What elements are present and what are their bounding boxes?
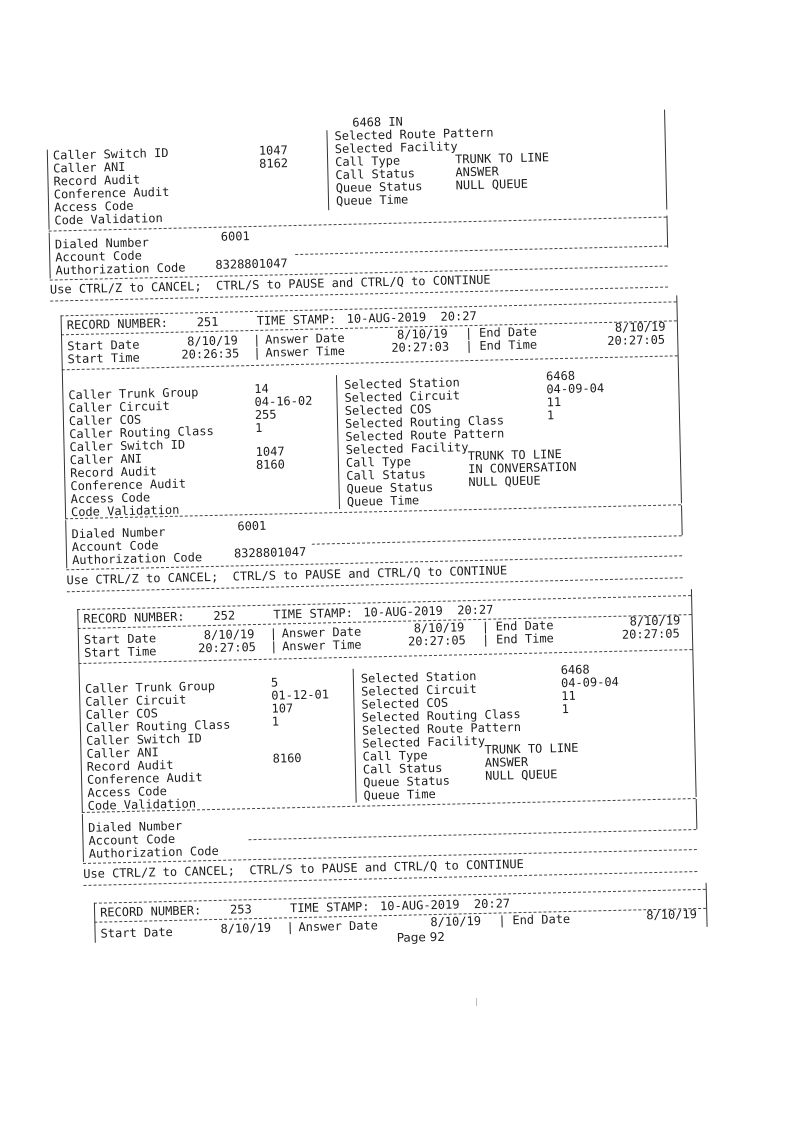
label-selected-circuit: Selected Circuit	[344, 388, 461, 405]
label-selected-route-pattern: Selected Route Pattern	[345, 426, 505, 444]
value-selected-cos: 11	[561, 688, 576, 704]
continue-prompt: Use CTRL/Z to CANCEL; CTRL/S to PAUSE and CTRL/Q to CONTINUE	[83, 856, 524, 881]
label-code-validation: Code Validation	[87, 796, 197, 813]
label-record-audit: Record Audit	[86, 757, 174, 774]
value-answer-date: 8/10/19	[396, 326, 448, 342]
value-end-time: 20:27:05	[607, 332, 666, 348]
value-queue-status: NULL QUEUE	[484, 767, 558, 783]
value-record-number: 251	[196, 314, 219, 330]
column-divider	[353, 669, 357, 803]
label-end-date: End Date	[478, 324, 537, 340]
value-caller-cos: 107	[271, 701, 294, 716]
label-caller-trunk-group: Caller Trunk Group	[68, 385, 199, 403]
label-start-time: Start Time	[84, 644, 157, 660]
call-detail-printout	[49, 105, 722, 1000]
label-authorization-code: Authorization Code	[88, 843, 219, 861]
record-fields-rule	[62, 355, 678, 370]
continue-prompt: Use CTRL/Z to CANCEL; CTRL/S to PAUSE and CTRL/Q to CONTINUE	[49, 272, 491, 297]
continue-prompt: Use CTRL/Z to CANCEL; CTRL/S to PAUSE and CTRL/Q to CONTINUE	[66, 563, 508, 588]
label-answer-date: Answer Date	[264, 330, 345, 347]
value-end-date: 8/10/19	[646, 907, 698, 923]
label-selected-route-pattern: Selected Route Pattern	[334, 125, 494, 144]
label-queue-time: Queue Time	[335, 192, 409, 209]
value-answer-date: 8/10/19	[430, 913, 482, 930]
value-call-type: TRUNK TO LINE	[467, 447, 562, 464]
label-answer-date: Answer Date	[281, 624, 362, 641]
value-authorization-code: 8328801047	[215, 256, 288, 272]
column-divider	[326, 130, 329, 210]
label-caller-trunk-group: Caller Trunk Group	[84, 678, 216, 696]
value-record-number: 252	[213, 608, 236, 623]
value-start-date: 8/10/19	[187, 333, 238, 349]
label-account-code: Account Code	[55, 248, 143, 265]
label-caller-cos: Caller COS	[85, 706, 159, 722]
value-start-date: 8/10/19	[220, 920, 272, 936]
selected-station-continued: 6468 IN	[352, 114, 403, 130]
border-left	[65, 520, 67, 568]
label-queue-time: Queue Time	[363, 786, 436, 803]
value-dialed-number: 6001	[220, 229, 250, 244]
label-caller-switch-id: Caller Switch ID	[86, 731, 202, 748]
separator: |	[498, 913, 506, 928]
label-dialed-number: Dialed Number	[88, 818, 183, 835]
label-start-date: Start Date	[67, 337, 140, 354]
value-queue-status: NULL QUEUE	[468, 473, 541, 490]
label-end-date: End Date	[512, 911, 571, 928]
value-start-date: 8/10/19	[203, 627, 255, 643]
separator: |	[286, 920, 294, 935]
border-right	[664, 110, 667, 210]
label-caller-switch-id: Caller Switch ID	[69, 437, 186, 455]
border-right	[681, 505, 683, 535]
value-answer-time: 20:27:03	[391, 339, 450, 355]
label-selected-facility: Selected Facility	[362, 733, 486, 751]
label-queue-status: Queue Status	[346, 479, 434, 496]
partial-record	[49, 105, 702, 297]
value-caller-cos: 255	[254, 407, 277, 422]
border-left	[82, 814, 84, 862]
label-call-status: Call Status	[362, 760, 443, 777]
label-code-validation: Code Validation	[54, 211, 163, 228]
label-end-date: End Date	[495, 618, 554, 634]
label-end-time: End Time	[495, 631, 554, 647]
value-selected-cos: 11	[546, 395, 562, 410]
value-end-date: 8/10/19	[614, 319, 666, 335]
label-record-number: RECORD NUMBER:	[66, 315, 169, 333]
separator: |	[464, 326, 473, 341]
label-conference-audit: Conference Audit	[53, 184, 170, 202]
label-time-stamp: TIME STAMP:	[273, 605, 354, 622]
label-access-code: Access Code	[87, 784, 168, 800]
value-caller-trunk-group: 5	[270, 675, 279, 690]
label-caller-circuit: Caller Circuit	[85, 692, 187, 709]
label-account-code: Account Code	[71, 538, 159, 555]
value-dialed-number: 6001	[237, 518, 267, 534]
label-selected-cos: Selected COS	[344, 401, 432, 418]
scan-artifact	[476, 998, 477, 1006]
value-time-stamp: 10-AUG-2019 20:27	[379, 896, 511, 914]
value-call-status: ANSWER	[484, 754, 529, 770]
label-caller-routing-class: Caller Routing Class	[69, 423, 214, 442]
label-answer-date: Answer Date	[298, 918, 379, 935]
value-time-stamp: 10-AUG-2019 20:27	[346, 308, 477, 326]
value-start-time: 20:27:05	[197, 640, 257, 656]
record-fields-rule	[78, 649, 692, 664]
label-start-time: Start Time	[67, 350, 140, 367]
label-authorization-code: Authorization Code	[55, 260, 186, 278]
separator: |	[253, 345, 261, 360]
border-right	[706, 883, 708, 927]
border-right	[676, 295, 682, 503]
label-caller-ani: Caller ANI	[53, 159, 126, 176]
label-end-time: End Time	[479, 337, 538, 353]
label-selected-station: Selected Station	[344, 375, 460, 392]
value-caller-routing-class: 1	[254, 420, 263, 435]
border-left	[47, 150, 50, 230]
value-call-type: TRUNK TO LINE	[454, 150, 550, 167]
value-end-date: 8/10/19	[629, 613, 681, 629]
section-divider	[248, 829, 696, 840]
label-call-type: Call Type	[362, 748, 428, 764]
label-call-status: Call Status	[346, 467, 426, 483]
value-selected-station: 6468	[545, 368, 576, 384]
label-conference-audit: Conference Audit	[86, 770, 203, 787]
border-left	[49, 233, 51, 279]
label-start-date: Start Date	[83, 631, 157, 647]
label-caller-routing-class: Caller Routing Class	[85, 717, 231, 735]
border-left	[77, 609, 83, 813]
border-left	[61, 315, 67, 519]
border-right	[666, 216, 668, 248]
column-divider	[336, 375, 340, 509]
label-authorization-code: Authorization Code	[71, 550, 203, 568]
label-call-type: Call Type	[334, 153, 401, 170]
label-caller-ani: Caller ANI	[69, 451, 143, 468]
value-selected-routing-class: 1	[561, 701, 569, 717]
label-dialed-number: Dialed Number	[54, 235, 149, 252]
value-selected-circuit: 04-09-04	[560, 674, 619, 691]
label-time-stamp: TIME STAMP:	[289, 899, 370, 916]
label-access-code: Access Code	[53, 198, 134, 215]
label-access-code: Access Code	[70, 490, 151, 507]
value-caller-trunk-group: 14	[254, 381, 269, 396]
label-caller-ani: Caller ANI	[86, 745, 159, 761]
label-queue-status: Queue Status	[335, 179, 423, 196]
label-account-code: Account Code	[88, 831, 176, 848]
label-queue-time: Queue Time	[346, 493, 420, 509]
separator: |	[252, 332, 261, 347]
separator: |	[269, 639, 278, 654]
value-caller-routing-class: 1	[271, 714, 280, 729]
value-caller-circuit: 04-16-02	[254, 393, 313, 409]
label-selected-facility: Selected Facility	[345, 440, 469, 457]
label-selected-routing-class: Selected Routing Class	[361, 707, 521, 725]
separator: |	[481, 632, 490, 647]
label-record-audit: Record Audit	[69, 464, 157, 481]
value-queue-status: NULL QUEUE	[455, 176, 529, 193]
label-selected-facility: Selected Facility	[334, 139, 458, 157]
label-selected-cos: Selected COS	[361, 695, 449, 712]
value-end-time: 20:27:05	[621, 626, 680, 642]
value-caller-ani: 8160	[255, 457, 286, 472]
label-queue-status: Queue Status	[363, 773, 451, 790]
section-divider	[295, 246, 667, 255]
label-selected-circuit: Selected Circuit	[361, 682, 477, 699]
value-call-status: IN CONVERSATION	[467, 459, 577, 477]
label-caller-cos: Caller COS	[68, 412, 142, 429]
value-caller-ani: 8160	[272, 750, 302, 766]
label-dialed-number: Dialed Number	[71, 525, 166, 542]
value-authorization-code: 8328801047	[233, 544, 307, 561]
border-left	[94, 903, 96, 943]
value-answer-time: 20:27:05	[407, 633, 466, 649]
value-call-status: ANSWER	[455, 164, 499, 180]
value-caller-switch-id: 1047	[258, 143, 288, 158]
page-number: Page 92	[396, 929, 446, 945]
value-call-type: TRUNK TO LINE	[484, 740, 579, 757]
value-selected-station: 6468	[560, 662, 590, 678]
section-divider	[312, 535, 682, 544]
value-selected-routing-class: 1	[546, 408, 555, 423]
value-record-number: 253	[229, 902, 252, 917]
value-caller-circuit: 01-12-01	[271, 687, 330, 703]
label-selected-routing-class: Selected Routing Class	[344, 413, 505, 431]
label-call-type: Call Type	[345, 454, 412, 470]
label-start-date: Start Date	[100, 924, 173, 941]
separator: |	[269, 626, 278, 641]
label-caller-circuit: Caller Circuit	[68, 398, 170, 416]
value-answer-date: 8/10/19	[413, 620, 465, 636]
label-selected-station: Selected Station	[360, 669, 477, 686]
label-call-status: Call Status	[335, 166, 416, 183]
value-caller-switch-id: 1047	[255, 444, 285, 459]
label-caller-switch-id: Caller Switch ID	[52, 145, 169, 163]
value-start-time: 20:26:35	[181, 346, 240, 362]
label-code-validation: Code Validation	[70, 502, 180, 520]
border-right	[691, 589, 697, 797]
label-record-number: RECORD NUMBER:	[99, 903, 202, 920]
label-time-stamp: TIME STAMP:	[256, 312, 337, 328]
separator: |	[481, 619, 490, 634]
label-conference-audit: Conference Audit	[70, 476, 187, 494]
value-caller-ani: 8162	[259, 156, 289, 171]
label-record-number: RECORD NUMBER:	[83, 609, 185, 626]
separator: |	[465, 339, 473, 354]
label-answer-time: Answer Time	[281, 637, 362, 654]
border-right	[696, 799, 698, 829]
label-selected-route-pattern: Selected Route Pattern	[361, 720, 522, 738]
value-time-stamp: 10-AUG-2019 20:27	[363, 602, 494, 620]
label-answer-time: Answer Time	[265, 343, 346, 360]
value-selected-circuit: 04-09-04	[546, 381, 605, 397]
label-record-audit: Record Audit	[53, 172, 141, 189]
